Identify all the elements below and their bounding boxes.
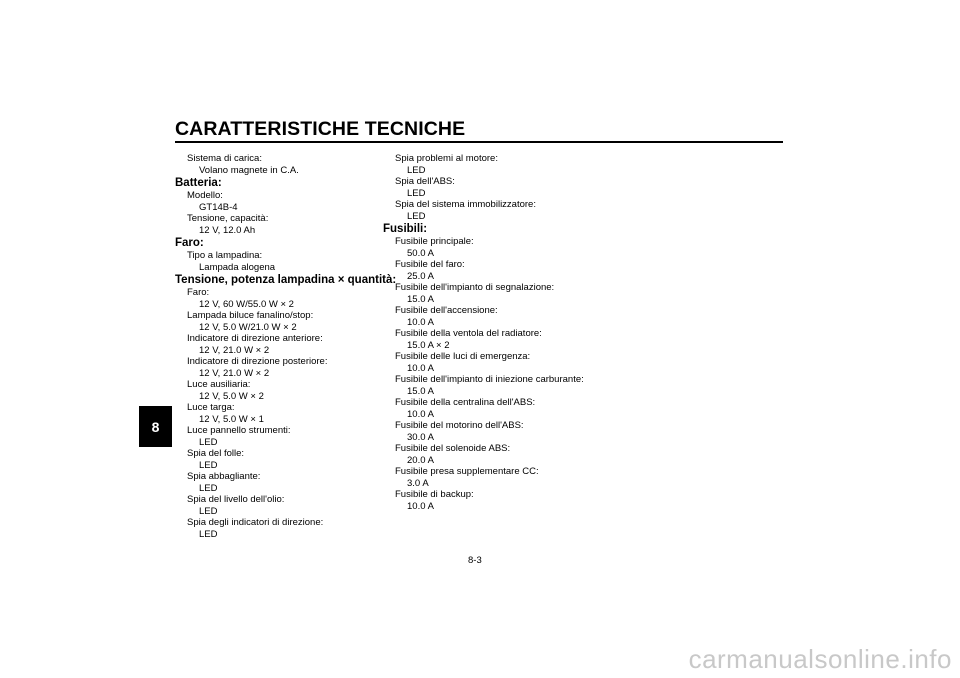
spec-value: 15.0 A bbox=[407, 385, 434, 397]
spec-label: Spia del livello dell'olio: bbox=[187, 494, 285, 505]
spec-value: 3.0 A bbox=[407, 477, 429, 489]
page-title: CARATTERISTICHE TECNICHE bbox=[175, 118, 466, 140]
title-underline bbox=[175, 141, 783, 143]
watermark: carmanualsonline.info bbox=[688, 644, 952, 674]
spec-label: Fusibile presa supplementare CC: bbox=[395, 466, 539, 477]
spec-value: 15.0 A × 2 bbox=[407, 339, 450, 351]
spec-value: 20.0 A bbox=[407, 454, 434, 466]
spec-value: LED bbox=[199, 482, 218, 494]
spec-heading: Faro: bbox=[175, 237, 204, 249]
spec-value: 12 V, 21.0 W × 2 bbox=[199, 344, 270, 356]
spec-label: Spia degli indicatori di direzione: bbox=[187, 517, 324, 528]
specs-column-right bbox=[383, 153, 584, 512]
spec-label: Luce targa: bbox=[187, 402, 235, 413]
spec-label: Fusibile dell'impianto di iniezione carburante: bbox=[395, 374, 584, 385]
spec-heading: Batteria: bbox=[175, 177, 222, 189]
spec-label: Fusibile dell'accensione: bbox=[395, 305, 498, 316]
spec-value: LED bbox=[199, 528, 218, 540]
spec-label: Luce ausiliaria: bbox=[187, 379, 251, 390]
spec-value: 30.0 A bbox=[407, 431, 434, 443]
spec-value: 10.0 A bbox=[407, 316, 434, 328]
spec-label: Faro: bbox=[187, 287, 210, 298]
spec-value: 50.0 A bbox=[407, 247, 434, 259]
spec-value: GT14B-4 bbox=[199, 201, 238, 213]
spec-label: Fusibile del faro: bbox=[395, 259, 465, 270]
spec-value: LED bbox=[199, 459, 218, 471]
spec-label: Fusibile del solenoide ABS: bbox=[395, 443, 511, 454]
spec-label: Spia del sistema immobilizzatore: bbox=[395, 199, 536, 210]
page-number: 8-3 bbox=[468, 555, 482, 566]
specs-column-left bbox=[175, 153, 396, 540]
spec-label: Fusibile delle luci di emergenza: bbox=[395, 351, 531, 362]
spec-value: 10.0 A bbox=[407, 362, 434, 374]
spec-value: 12 V, 5.0 W/21.0 W × 2 bbox=[199, 321, 297, 333]
spec-value: 12 V, 5.0 W × 1 bbox=[199, 413, 264, 425]
spec-value: 12 V, 12.0 Ah bbox=[199, 224, 256, 236]
spec-heading: Tensione, potenza lampadina × quantità: bbox=[175, 274, 397, 286]
spec-value: 12 V, 21.0 W × 2 bbox=[199, 367, 270, 379]
spec-value: 12 V, 60 W/55.0 W × 2 bbox=[199, 298, 294, 310]
spec-label: Fusibile del motorino dell'ABS: bbox=[395, 420, 524, 431]
spec-label: Lampada biluce fanalino/stop: bbox=[187, 310, 314, 321]
spec-label: Spia problemi al motore: bbox=[395, 153, 498, 164]
spec-label: Tipo a lampadina: bbox=[187, 250, 263, 261]
spec-label: Indicatore di direzione anteriore: bbox=[187, 333, 323, 344]
spec-label: Indicatore di direzione posteriore: bbox=[187, 356, 328, 367]
spec-value: LED bbox=[407, 187, 426, 199]
spec-label: Modello: bbox=[187, 190, 223, 201]
spec-value: 15.0 A bbox=[407, 293, 434, 305]
spec-heading: Fusibili: bbox=[383, 223, 428, 235]
spec-label: Fusibile di backup: bbox=[395, 489, 474, 500]
spec-label: Spia dell'ABS: bbox=[395, 176, 455, 187]
spec-label: Spia abbagliante: bbox=[187, 471, 261, 482]
spec-value: LED bbox=[199, 436, 218, 448]
spec-value: 10.0 A bbox=[407, 408, 434, 420]
spec-value: 12 V, 5.0 W × 2 bbox=[199, 390, 264, 402]
spec-value: 10.0 A bbox=[407, 500, 434, 512]
spec-label: Fusibile della ventola del radiatore: bbox=[395, 328, 542, 339]
spec-label: Fusibile della centralina dell'ABS: bbox=[395, 397, 536, 408]
spec-value: LED bbox=[199, 505, 218, 517]
spec-value: Lampada alogena bbox=[199, 261, 276, 273]
spec-label: Fusibile dell'impianto di segnalazione: bbox=[395, 282, 555, 293]
spec-label: Spia del folle: bbox=[187, 448, 245, 459]
spec-value: 25.0 A bbox=[407, 270, 434, 282]
spec-label: Sistema di carica: bbox=[187, 153, 262, 164]
spec-value: Volano magnete in C.A. bbox=[199, 164, 299, 176]
spec-value: LED bbox=[407, 210, 426, 222]
spec-label: Luce pannello strumenti: bbox=[187, 425, 291, 436]
section-tab bbox=[139, 406, 172, 447]
spec-value: LED bbox=[407, 164, 426, 176]
section-tab-number: 8 bbox=[151, 418, 160, 435]
spec-label: Tensione, capacità: bbox=[187, 213, 269, 224]
spec-label: Fusibile principale: bbox=[395, 236, 474, 247]
